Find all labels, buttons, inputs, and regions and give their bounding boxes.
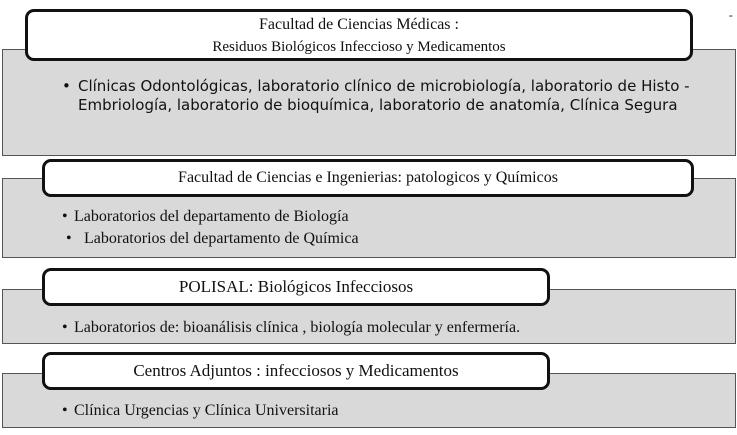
section-3-header bbox=[42, 268, 550, 306]
section-4-bullet-1-text: Clínica Urgencias y Clínica Universitaria bbox=[74, 402, 339, 419]
section-2-bullet-2-text: Laboratorios del departamento de Química bbox=[84, 230, 359, 247]
section-1-header bbox=[25, 9, 693, 61]
section-3-bullet-1 bbox=[62, 317, 722, 339]
bullet-dot-icon: • bbox=[62, 208, 68, 225]
section-2-bullets bbox=[62, 206, 702, 250]
section-2-bullet-1-text: Laboratorios del departamento de Biología bbox=[74, 208, 349, 225]
section-1-bullet-1-text: Clínicas Odontológicas, laboratorio clínico de microbiología, laboratorio de Histo -Embriología, laboratorio de bioquímica, laboratorio de anatomía, Clínica Segura bbox=[78, 77, 690, 114]
section-2-title: Facultad de Ciencias e Ingenierias: patologicos y Químicos bbox=[178, 169, 558, 186]
section-4-title: Centros Adjuntos : infecciosos y Medicamentos bbox=[133, 361, 459, 380]
section-4-header bbox=[42, 352, 550, 390]
section-2-bullet-2 bbox=[62, 228, 702, 250]
section-3-bullet-1-text: Laboratorios de: bioanálisis clínica , biología molecular y enfermería. bbox=[74, 319, 521, 336]
corner-mark: - bbox=[728, 7, 733, 22]
section-4-bullets bbox=[62, 400, 722, 422]
section-4-bullet-1 bbox=[62, 400, 722, 422]
bullet-dot-icon: • bbox=[62, 402, 68, 419]
section-1-title-line-2: Residuos Biológicos Infeccioso y Medicamentos bbox=[212, 39, 506, 55]
bullet-dot-icon: • bbox=[66, 230, 72, 247]
section-1-title-line-1: Facultad de Ciencias Médicas : bbox=[259, 16, 459, 33]
section-3-bullets bbox=[62, 317, 722, 339]
bullet-dot-icon: • bbox=[62, 319, 68, 336]
section-2-bullet-1 bbox=[62, 206, 702, 228]
section-2-header bbox=[42, 159, 694, 197]
section-3-title: POLISAL: Biológicos Infecciosos bbox=[178, 277, 414, 296]
bullet-dot-icon: • bbox=[62, 77, 71, 95]
section-1-bullet-1 bbox=[62, 77, 702, 115]
section-1-bullets bbox=[62, 77, 702, 115]
